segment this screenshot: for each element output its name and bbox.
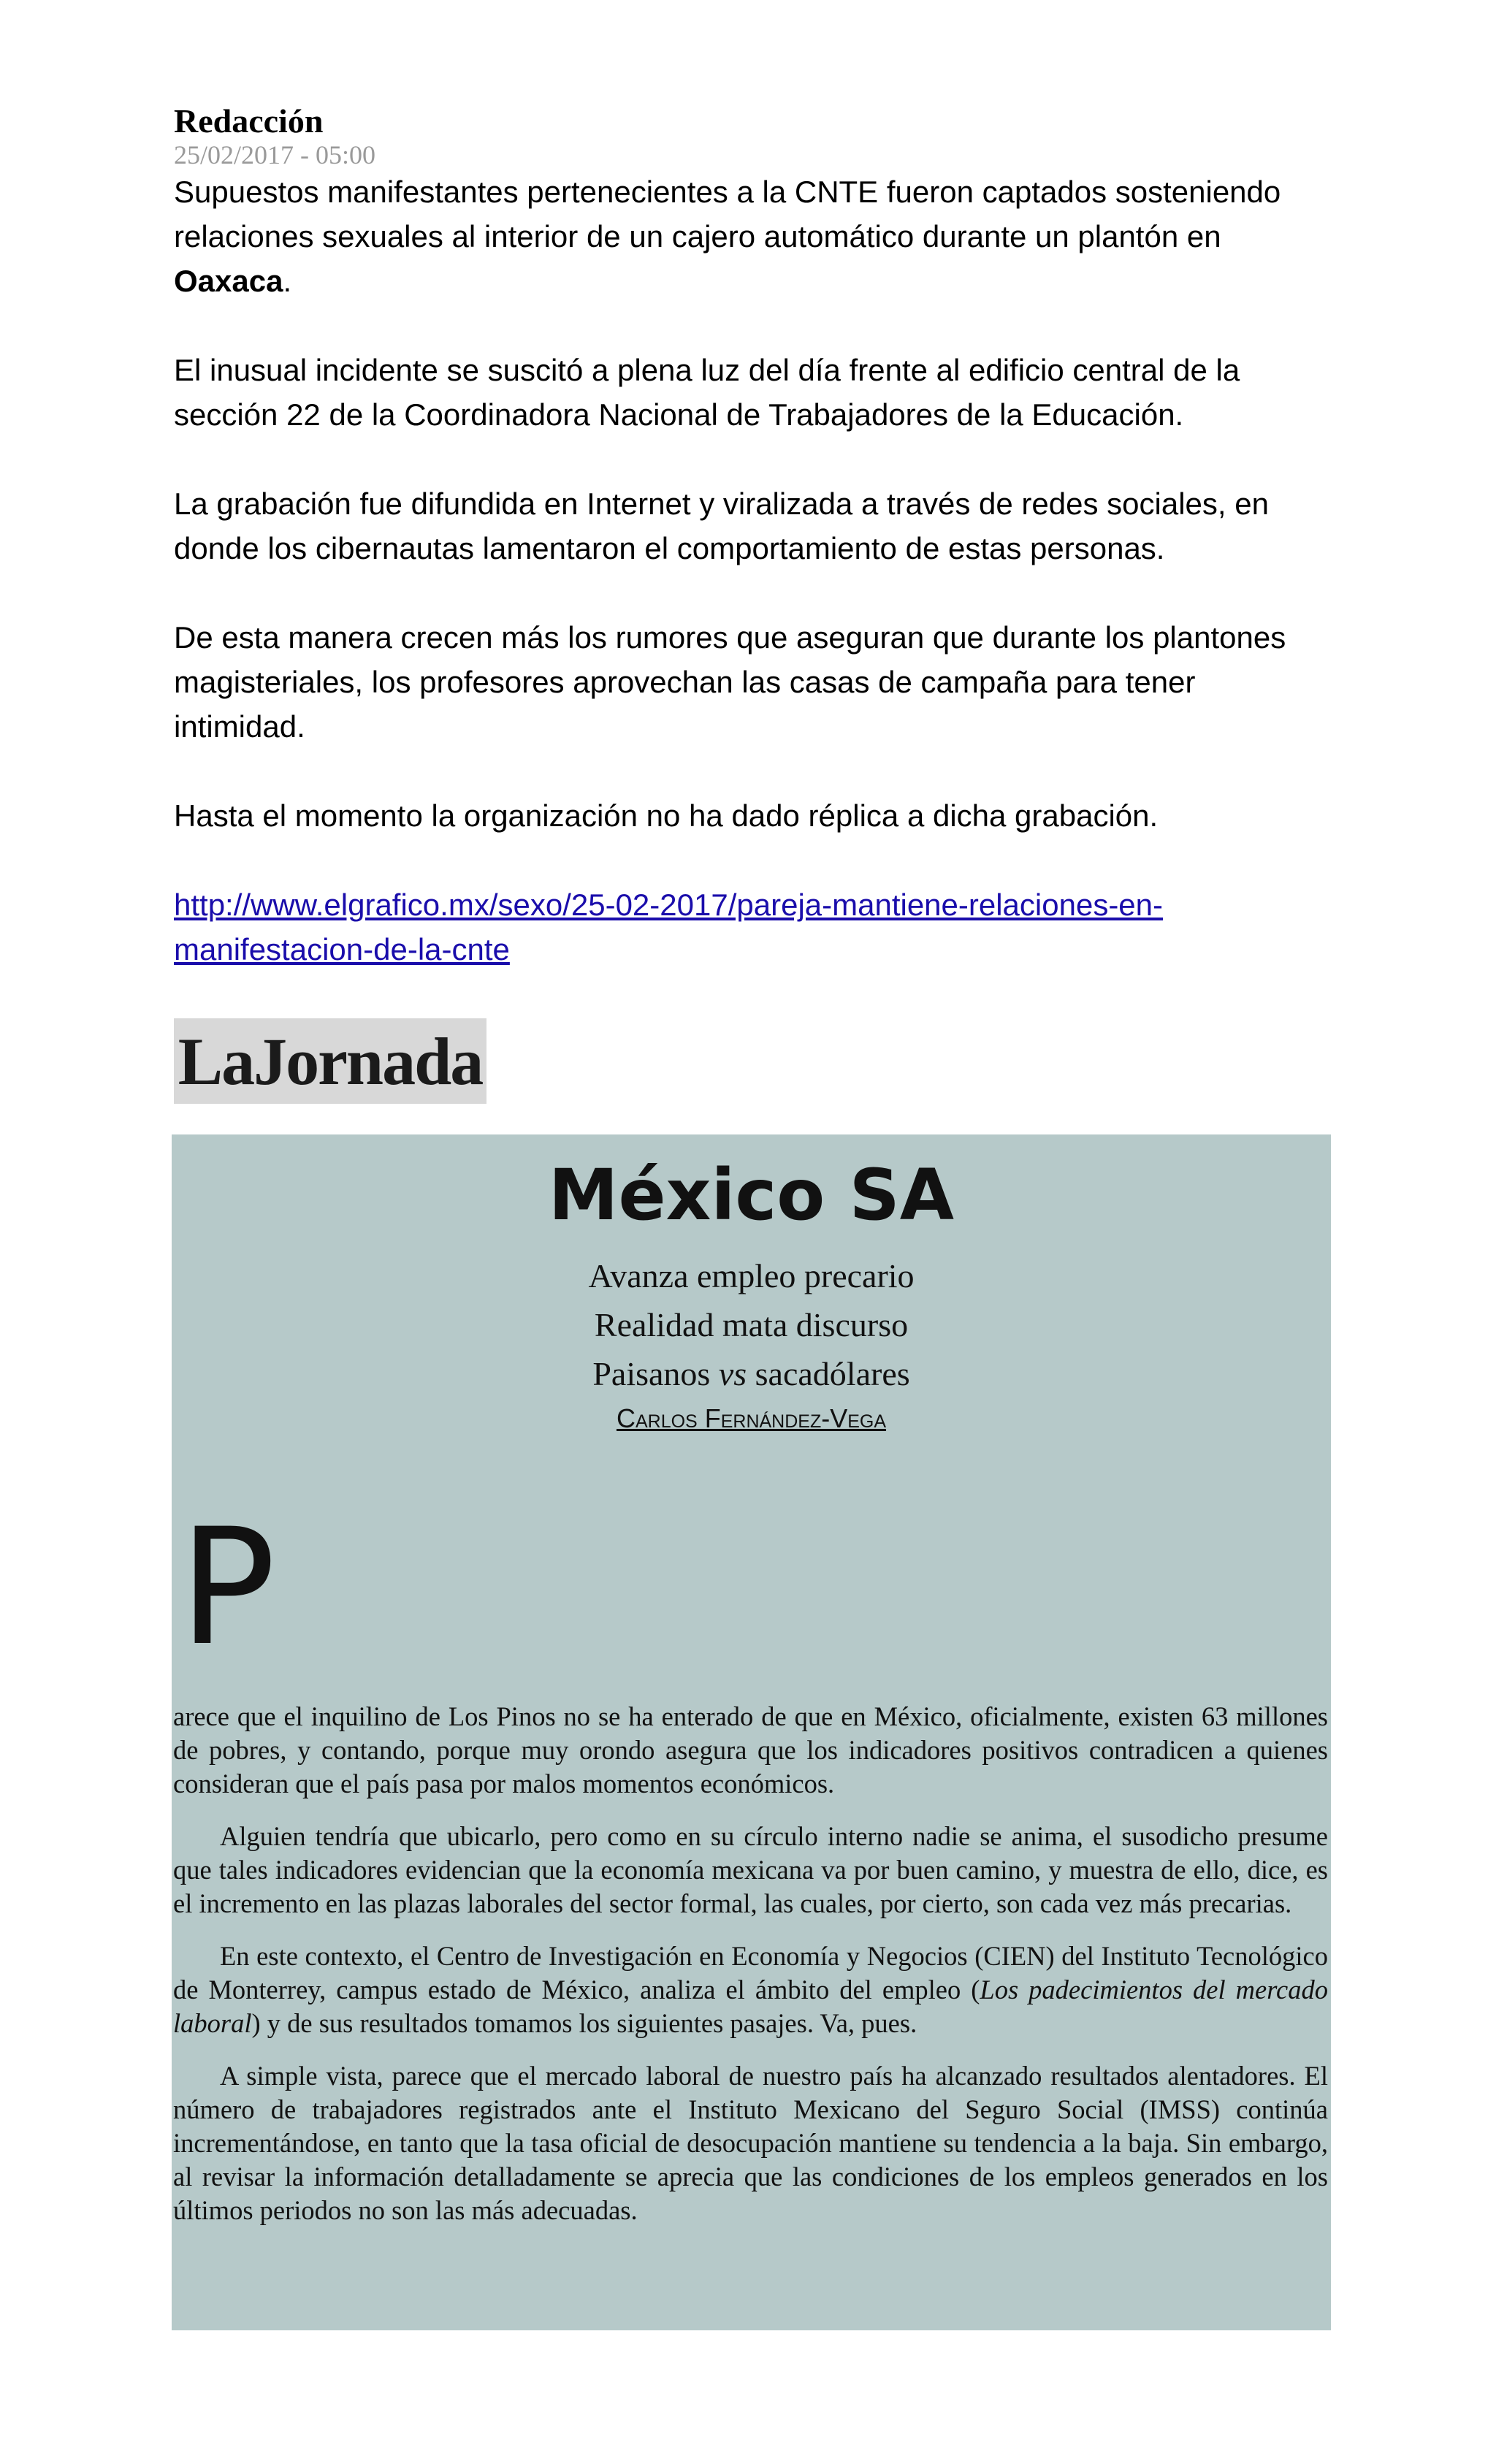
article-paragraph-3: La grabación fue difundida en Internet y viralizada a través de redes sociales, en donde los cibernautas lamentaron el comportamiento de estas personas. xyxy=(174,487,1269,565)
column-paragraph-2: Alguien tendría que ubicarlo, pero como en su círculo interno nadie se anima, el susodicho presume que tales indicadores evidencian que la economía mexicana va por buen camino, y muestra de ello, dice, es el incremento en las plazas laborales del sector formal, las cuales, por cierto, son cada vez más precarias. xyxy=(173,1821,1328,1918)
article xyxy=(174,102,1328,972)
p1-bold-place: Oaxaca xyxy=(174,264,283,298)
column-body xyxy=(173,1700,1328,2246)
para3-text-a: En este contexto, el Centro de Investigación en Economía y Negocios (CIEN) del Instituto Tecnológico de Monterrey, campus estado de México, analiza el ámbito del empleo ( xyxy=(173,1941,1328,2005)
article-paragraph-1 xyxy=(174,169,1328,303)
subhead-3-part-a: Paisanos xyxy=(592,1355,719,1392)
mexico-sa-column xyxy=(172,1134,1331,2330)
article-paragraph-4: De esta manera crecen más los rumores que aseguran que durante los plantones magisteriales, los profesores aprovechan las casas de campaña para tener intimidad. xyxy=(174,620,1286,744)
column-byline[interactable]: Carlos Fernández-Vega xyxy=(616,1403,887,1433)
column-subheads xyxy=(172,1251,1331,1435)
p1-end: . xyxy=(283,264,292,298)
article-author: Redacción xyxy=(174,102,324,140)
p1-text: Supuestos manifestantes pertenecientes a la CNTE fueron captados sosteniendo relaciones sexuales al interior de un cajero automático durante un plantón en xyxy=(174,175,1281,253)
drop-cap: P xyxy=(179,1494,276,1681)
source-link[interactable]: http://www.elgrafico.mx/sexo/25-02-2017/pareja-mantiene-relaciones-en-manifestacion-de-la-cnte xyxy=(174,888,1164,966)
column-paragraph-3 xyxy=(173,1939,1328,2040)
column-title: México SA xyxy=(548,1154,955,1236)
subhead-2: Realidad mata discurso xyxy=(594,1306,909,1343)
para3-italic: Los padecimientos del mercado laboral xyxy=(173,1975,1328,2038)
la-jornada-logo xyxy=(174,1018,486,1104)
subhead-3-vs: vs xyxy=(718,1355,747,1392)
subhead-3 xyxy=(172,1349,1331,1398)
column-paragraph-4: A simple vista, parece que el mercado laboral de nuestro país ha alcanzado resultados alentadores. El número de trabajadores registrados ante el Instituto Mexicano del Seguro Social (IMSS) continúa incrementándose, en tanto que la tasa oficial de desocupación mantiene su tendencia a la baja. Sin embargo, al revisar la información detalladamente se aprecia que las condiciones de los empleos generados en los últimos periodos no son las más adecuadas. xyxy=(173,2061,1328,2225)
subhead-3-part-b: sacadólares xyxy=(747,1355,910,1392)
article-date: 25/02/2017 - 05:00 xyxy=(174,140,375,169)
article-paragraph-5: Hasta el momento la organización no ha dado réplica a dicha grabación. xyxy=(174,798,1159,833)
article-paragraph-2: El inusual incidente se suscitó a plena luz del día frente al edificio central de la sección 22 de la Coordinadora Nacional de Trabajadores de la Educación. xyxy=(174,353,1240,432)
column-paragraph-1: arece que el inquilino de Los Pinos no se ha enterado de que en México, oficialmente, existen 63 millones de pobres, y contando, porque muy orondo asegura que los indicadores positivos contradicen a quienes consideran que el país pasa por malos momentos económicos. xyxy=(173,1701,1328,1799)
subhead-1: Avanza empleo precario xyxy=(588,1257,915,1294)
para3-text-b: ) y de sus resultados tomamos los siguientes pasajes. Va, pues. xyxy=(251,2008,917,2038)
logo-text: LaJornada xyxy=(178,1023,483,1099)
